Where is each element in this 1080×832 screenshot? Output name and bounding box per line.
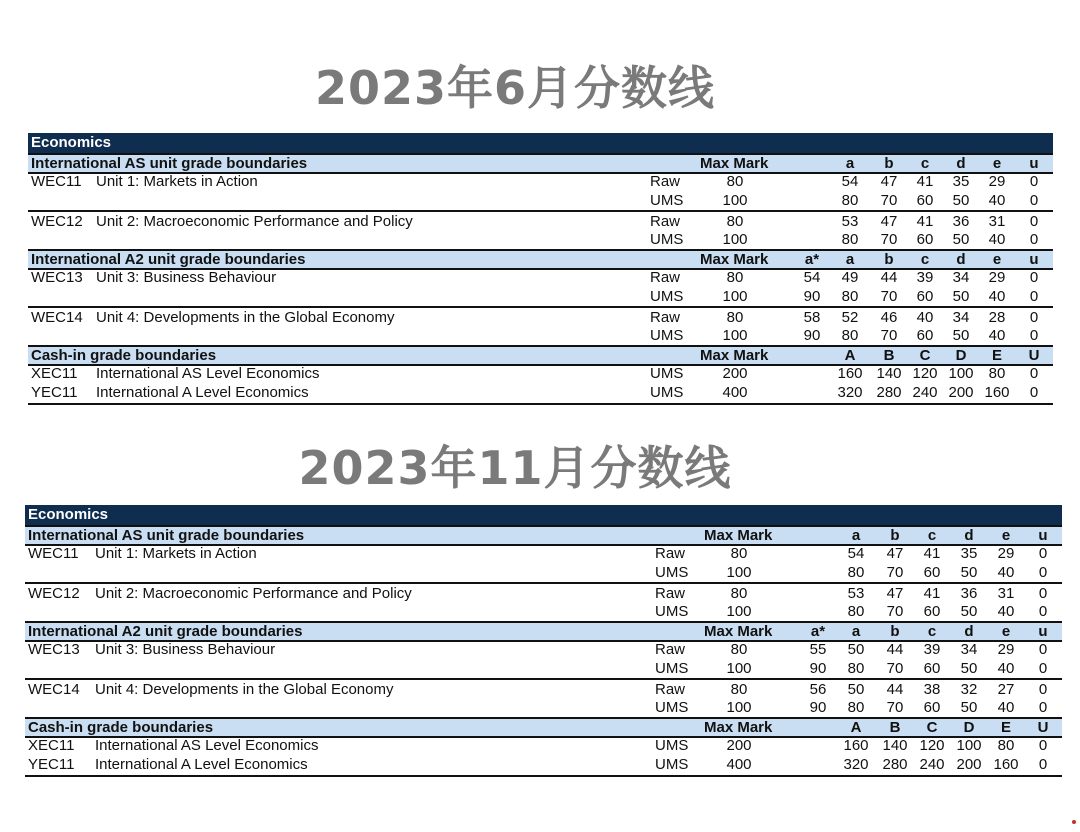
- cashin-boundary: 280: [876, 384, 902, 401]
- ums-boundary: 80: [841, 231, 859, 248]
- cashin-row: [28, 383, 1053, 402]
- cashin-code: YEC11: [28, 756, 75, 773]
- raw-label: Raw: [655, 545, 686, 562]
- ums-boundary: 90: [809, 660, 827, 677]
- unit-code: WEC13: [28, 641, 80, 658]
- cashin-boundary: 160: [843, 737, 869, 754]
- table-bottom-rule: [28, 403, 1053, 405]
- cashin-name: International AS Level Economics: [95, 737, 319, 754]
- cashin-boundary: 240: [919, 756, 945, 773]
- ums-boundary: 50: [952, 192, 970, 209]
- ums-label: UMS: [655, 564, 689, 581]
- ums-boundary: 70: [880, 288, 898, 305]
- a2-grade-header: a*: [804, 251, 820, 268]
- ums-label: UMS: [655, 699, 689, 716]
- subject-title: Economics: [28, 506, 109, 523]
- raw-boundary: 47: [886, 585, 904, 602]
- a2-section-header: [25, 621, 1062, 642]
- raw-boundary: 31: [997, 585, 1015, 602]
- as-grade-header: a: [851, 527, 861, 544]
- a2-max-mark-header: Max Mark: [704, 623, 773, 640]
- raw-boundary: 27: [997, 681, 1015, 698]
- unit-ums-row: [25, 602, 1062, 621]
- as-grade-header: c: [920, 155, 930, 172]
- cashin-grade-header: C: [919, 347, 931, 364]
- ums-boundary: 70: [880, 327, 898, 344]
- as-grade-header: d: [964, 527, 974, 544]
- raw-boundary: 54: [803, 269, 821, 286]
- a2-section-title: International A2 unit grade boundaries: [31, 251, 306, 268]
- raw-boundary: 50: [847, 641, 865, 658]
- as-grade-header: e: [992, 155, 1002, 172]
- raw-boundary: 54: [841, 173, 859, 190]
- ums-boundary: 60: [916, 327, 934, 344]
- cashin-name: International AS Level Economics: [96, 365, 320, 382]
- raw-boundary: 41: [923, 545, 941, 562]
- a2-grade-header: e: [1001, 623, 1011, 640]
- unit-raw-row: [25, 544, 1062, 563]
- ums-boundary: 80: [847, 660, 865, 677]
- ums-boundary: 40: [988, 288, 1006, 305]
- cashin-boundary: 120: [912, 365, 938, 382]
- unit-code: WEC13: [31, 269, 83, 286]
- unit-ums-row: [28, 287, 1053, 306]
- as-grade-header: u: [1038, 527, 1048, 544]
- ums-boundary: 70: [886, 603, 904, 620]
- cashin-code: XEC11: [31, 365, 78, 382]
- raw-boundary: 36: [960, 585, 978, 602]
- unit-name: Unit 2: Macroeconomic Performance and Policy: [96, 213, 413, 230]
- ums-boundary: 40: [997, 564, 1015, 581]
- heading-november: 2023年11月分数线: [298, 441, 732, 495]
- ums-boundary: 60: [916, 288, 934, 305]
- ums-max-mark: 100: [726, 603, 752, 620]
- cashin-grade-header: E: [991, 347, 1002, 364]
- raw-boundary: 34: [952, 309, 970, 326]
- raw-boundary: 34: [952, 269, 970, 286]
- unit-name: Unit 4: Developments in the Global Economy: [95, 681, 394, 698]
- ums-label: UMS: [655, 603, 689, 620]
- cashin-grade-header: D: [955, 347, 967, 364]
- raw-boundary: 38: [923, 681, 941, 698]
- unit-ums-row: [28, 191, 1053, 210]
- cashin-row: [25, 736, 1062, 755]
- unit-ums-row: [28, 230, 1053, 249]
- unit-code: WEC14: [28, 681, 80, 698]
- raw-boundary: 44: [886, 681, 904, 698]
- cashin-boundary: 80: [988, 365, 1006, 382]
- ums-boundary: 40: [997, 699, 1015, 716]
- ums-boundary: 70: [886, 699, 904, 716]
- a2-grade-header: c: [927, 623, 937, 640]
- ums-boundary: 40: [988, 327, 1006, 344]
- unit-raw-row: [28, 306, 1053, 327]
- cashin-max-mark: 400: [722, 384, 748, 401]
- cashin-boundary: 320: [843, 756, 869, 773]
- ums-boundary: 60: [916, 231, 934, 248]
- unit-raw-row: [28, 210, 1053, 231]
- ums-boundary: 0: [1029, 231, 1039, 248]
- unit-raw-row: [25, 640, 1062, 659]
- ums-boundary: 60: [916, 192, 934, 209]
- unit-raw-row: [25, 582, 1062, 603]
- a2-grade-header: d: [956, 251, 966, 268]
- raw-boundary: 40: [916, 309, 934, 326]
- ums-boundary: 0: [1029, 192, 1039, 209]
- raw-boundary: 47: [886, 545, 904, 562]
- cashin-grade-header: U: [1028, 347, 1040, 364]
- cashin-boundary: 240: [912, 384, 938, 401]
- cashin-boundary: 0: [1029, 384, 1039, 401]
- ums-boundary: 80: [841, 288, 859, 305]
- unit-ums-row: [25, 659, 1062, 678]
- unit-code: WEC14: [31, 309, 83, 326]
- ums-boundary: 0: [1029, 288, 1039, 305]
- raw-label: Raw: [650, 269, 681, 286]
- raw-boundary: 0: [1029, 309, 1039, 326]
- ums-boundary: 60: [923, 603, 941, 620]
- unit-code: WEC11: [28, 545, 79, 562]
- cashin-grade-header: C: [926, 719, 938, 736]
- unit-raw-row: [25, 678, 1062, 699]
- corner-dot: [1072, 820, 1076, 824]
- ums-boundary: 60: [923, 699, 941, 716]
- cashin-type: UMS: [650, 384, 684, 401]
- cashin-grade-header: B: [883, 347, 895, 364]
- cashin-section-header: [25, 717, 1062, 738]
- unit-name: Unit 1: Markets in Action: [96, 173, 258, 190]
- ums-boundary: 40: [988, 231, 1006, 248]
- a2-section-title: International A2 unit grade boundaries: [28, 623, 303, 640]
- raw-boundary: 36: [952, 213, 970, 230]
- raw-boundary: 53: [847, 585, 865, 602]
- cashin-max-mark: 200: [726, 737, 752, 754]
- cashin-type: UMS: [650, 365, 684, 382]
- a2-grade-header: u: [1029, 251, 1039, 268]
- ums-boundary: 90: [809, 699, 827, 716]
- cashin-grade-header: D: [963, 719, 975, 736]
- ums-label: UMS: [650, 327, 684, 344]
- cashin-boundary: 0: [1038, 737, 1048, 754]
- subject-title: Economics: [31, 134, 112, 151]
- raw-label: Raw: [650, 173, 681, 190]
- cashin-boundary: 160: [837, 365, 863, 382]
- raw-boundary: 0: [1029, 213, 1039, 230]
- as-grade-header: e: [1001, 527, 1011, 544]
- ums-max-mark: 100: [726, 660, 752, 677]
- ums-max-mark: 100: [722, 288, 748, 305]
- unit-raw-row: [28, 172, 1053, 191]
- ums-boundary: 70: [880, 192, 898, 209]
- ums-label: UMS: [650, 231, 684, 248]
- ums-max-mark: 100: [726, 699, 752, 716]
- unit-raw-row: [28, 268, 1053, 287]
- cashin-grade-header: B: [889, 719, 901, 736]
- cashin-boundary: 140: [882, 737, 908, 754]
- a2-grade-header: b: [884, 251, 894, 268]
- ums-boundary: 50: [960, 699, 978, 716]
- raw-boundary: 0: [1038, 585, 1048, 602]
- ums-boundary: 60: [923, 564, 941, 581]
- raw-boundary: 49: [841, 269, 859, 286]
- as-max-mark-header: Max Mark: [700, 155, 769, 172]
- ums-label: UMS: [655, 660, 689, 677]
- as-section-title: International AS unit grade boundaries: [28, 527, 305, 544]
- ums-boundary: 0: [1038, 699, 1048, 716]
- raw-boundary: 28: [988, 309, 1006, 326]
- ums-boundary: 90: [803, 327, 821, 344]
- unit-name: Unit 1: Markets in Action: [95, 545, 257, 562]
- cashin-boundary: 100: [956, 737, 982, 754]
- raw-boundary: 46: [880, 309, 898, 326]
- ums-boundary: 0: [1038, 660, 1048, 677]
- raw-boundary: 29: [988, 173, 1006, 190]
- raw-max-mark: 80: [730, 585, 748, 602]
- raw-boundary: 52: [841, 309, 859, 326]
- cashin-boundary: 200: [948, 384, 974, 401]
- as-section-title: International AS unit grade boundaries: [31, 155, 308, 172]
- cashin-grade-header: U: [1037, 719, 1049, 736]
- a2-grade-header: a: [851, 623, 861, 640]
- raw-max-mark: 80: [726, 309, 744, 326]
- cashin-boundary: 100: [948, 365, 974, 382]
- ums-boundary: 50: [952, 231, 970, 248]
- a2-max-mark-header: Max Mark: [700, 251, 769, 268]
- unit-ums-row: [25, 563, 1062, 582]
- a2-grade-header: a: [845, 251, 855, 268]
- as-section-header: [28, 153, 1053, 174]
- ums-boundary: 0: [1038, 603, 1048, 620]
- raw-boundary: 34: [960, 641, 978, 658]
- cashin-boundary: 120: [919, 737, 945, 754]
- raw-max-mark: 80: [730, 545, 748, 562]
- cashin-max-mark-header: Max Mark: [704, 719, 773, 736]
- cashin-boundary: 200: [956, 756, 982, 773]
- raw-label: Raw: [650, 309, 681, 326]
- ums-boundary: 80: [847, 564, 865, 581]
- raw-max-mark: 80: [726, 213, 744, 230]
- ums-boundary: 60: [923, 660, 941, 677]
- cashin-max-mark-header: Max Mark: [700, 347, 769, 364]
- raw-boundary: 32: [960, 681, 978, 698]
- raw-label: Raw: [655, 585, 686, 602]
- cashin-type: UMS: [655, 756, 689, 773]
- table-bottom-rule: [25, 775, 1062, 777]
- cashin-row: [28, 364, 1053, 383]
- raw-boundary: 44: [886, 641, 904, 658]
- raw-boundary: 0: [1029, 269, 1039, 286]
- unit-name: Unit 2: Macroeconomic Performance and Policy: [95, 585, 412, 602]
- raw-boundary: 35: [960, 545, 978, 562]
- cashin-boundary: 280: [882, 756, 908, 773]
- raw-boundary: 56: [809, 681, 827, 698]
- cashin-name: International A Level Economics: [96, 384, 309, 401]
- raw-boundary: 29: [988, 269, 1006, 286]
- as-grade-header: d: [956, 155, 966, 172]
- ums-label: UMS: [650, 288, 684, 305]
- ums-max-mark: 100: [722, 192, 748, 209]
- unit-code: WEC12: [28, 585, 80, 602]
- raw-boundary: 47: [880, 173, 898, 190]
- raw-boundary: 54: [847, 545, 865, 562]
- ums-max-mark: 100: [726, 564, 752, 581]
- raw-boundary: 47: [880, 213, 898, 230]
- ums-boundary: 80: [847, 699, 865, 716]
- unit-name: Unit 4: Developments in the Global Economy: [96, 309, 395, 326]
- unit-code: WEC11: [31, 173, 82, 190]
- ums-boundary: 80: [847, 603, 865, 620]
- subject-bar: [28, 133, 1053, 153]
- unit-ums-row: [28, 326, 1053, 345]
- unit-ums-row: [25, 698, 1062, 717]
- raw-max-mark: 80: [726, 173, 744, 190]
- ums-boundary: 50: [952, 288, 970, 305]
- a2-grade-header: a*: [810, 623, 826, 640]
- ums-boundary: 80: [841, 192, 859, 209]
- a2-section-header: [28, 249, 1053, 270]
- cashin-boundary: 160: [993, 756, 1019, 773]
- cashin-boundary: 80: [997, 737, 1015, 754]
- cashin-grade-header: A: [844, 347, 856, 364]
- cashin-boundary: 320: [837, 384, 863, 401]
- raw-boundary: 55: [809, 641, 827, 658]
- raw-boundary: 35: [952, 173, 970, 190]
- raw-max-mark: 80: [726, 269, 744, 286]
- ums-boundary: 70: [886, 564, 904, 581]
- ums-boundary: 50: [952, 327, 970, 344]
- as-grade-header: c: [927, 527, 937, 544]
- raw-boundary: 0: [1038, 545, 1048, 562]
- cashin-code: XEC11: [28, 737, 75, 754]
- cashin-code: YEC11: [31, 384, 78, 401]
- raw-boundary: 53: [841, 213, 859, 230]
- cashin-row: [25, 755, 1062, 774]
- cashin-boundary: 140: [876, 365, 902, 382]
- raw-boundary: 50: [847, 681, 865, 698]
- ums-boundary: 0: [1038, 564, 1048, 581]
- ums-boundary: 40: [997, 660, 1015, 677]
- raw-label: Raw: [655, 681, 686, 698]
- cashin-max-mark: 200: [722, 365, 748, 382]
- raw-boundary: 58: [803, 309, 821, 326]
- raw-boundary: 29: [997, 641, 1015, 658]
- a2-grade-header: e: [992, 251, 1002, 268]
- raw-boundary: 41: [916, 173, 934, 190]
- unit-name: Unit 3: Business Behaviour: [95, 641, 276, 658]
- as-grade-header: b: [884, 155, 894, 172]
- raw-max-mark: 80: [730, 681, 748, 698]
- a2-grade-header: d: [964, 623, 974, 640]
- cashin-max-mark: 400: [726, 756, 752, 773]
- as-max-mark-header: Max Mark: [704, 527, 773, 544]
- raw-label: Raw: [650, 213, 681, 230]
- raw-boundary: 41: [923, 585, 941, 602]
- raw-max-mark: 80: [730, 641, 748, 658]
- ums-boundary: 50: [960, 603, 978, 620]
- a2-grade-header: b: [890, 623, 900, 640]
- raw-boundary: 44: [880, 269, 898, 286]
- raw-boundary: 0: [1029, 173, 1039, 190]
- cashin-boundary: 0: [1038, 756, 1048, 773]
- cashin-grade-header: A: [850, 719, 862, 736]
- unit-name: Unit 3: Business Behaviour: [96, 269, 277, 286]
- raw-boundary: 0: [1038, 641, 1048, 658]
- ums-boundary: 70: [880, 231, 898, 248]
- raw-boundary: 29: [997, 545, 1015, 562]
- subject-bar: [25, 505, 1062, 525]
- ums-boundary: 90: [803, 288, 821, 305]
- raw-boundary: 39: [916, 269, 934, 286]
- as-grade-header: u: [1029, 155, 1039, 172]
- a2-grade-header: c: [920, 251, 930, 268]
- cashin-boundary: 160: [984, 384, 1010, 401]
- cashin-section-header: [28, 345, 1053, 366]
- ums-boundary: 40: [988, 192, 1006, 209]
- a2-grade-header: u: [1038, 623, 1048, 640]
- cashin-grade-header: E: [1000, 719, 1011, 736]
- ums-boundary: 0: [1029, 327, 1039, 344]
- raw-boundary: 31: [988, 213, 1006, 230]
- raw-boundary: 0: [1038, 681, 1048, 698]
- as-section-header: [25, 525, 1062, 546]
- ums-label: UMS: [650, 192, 684, 209]
- ums-boundary: 50: [960, 564, 978, 581]
- raw-label: Raw: [655, 641, 686, 658]
- raw-boundary: 41: [916, 213, 934, 230]
- cashin-section-title: Cash-in grade boundaries: [31, 347, 217, 364]
- as-grade-header: a: [845, 155, 855, 172]
- cashin-name: International A Level Economics: [95, 756, 308, 773]
- ums-boundary: 70: [886, 660, 904, 677]
- ums-max-mark: 100: [722, 231, 748, 248]
- ums-boundary: 50: [960, 660, 978, 677]
- cashin-type: UMS: [655, 737, 689, 754]
- cashin-section-title: Cash-in grade boundaries: [28, 719, 214, 736]
- heading-june: 2023年6月分数线: [314, 61, 716, 115]
- ums-boundary: 80: [841, 327, 859, 344]
- ums-boundary: 40: [997, 603, 1015, 620]
- unit-code: WEC12: [31, 213, 83, 230]
- raw-boundary: 39: [923, 641, 941, 658]
- as-grade-header: b: [890, 527, 900, 544]
- cashin-boundary: 0: [1029, 365, 1039, 382]
- ums-max-mark: 100: [722, 327, 748, 344]
